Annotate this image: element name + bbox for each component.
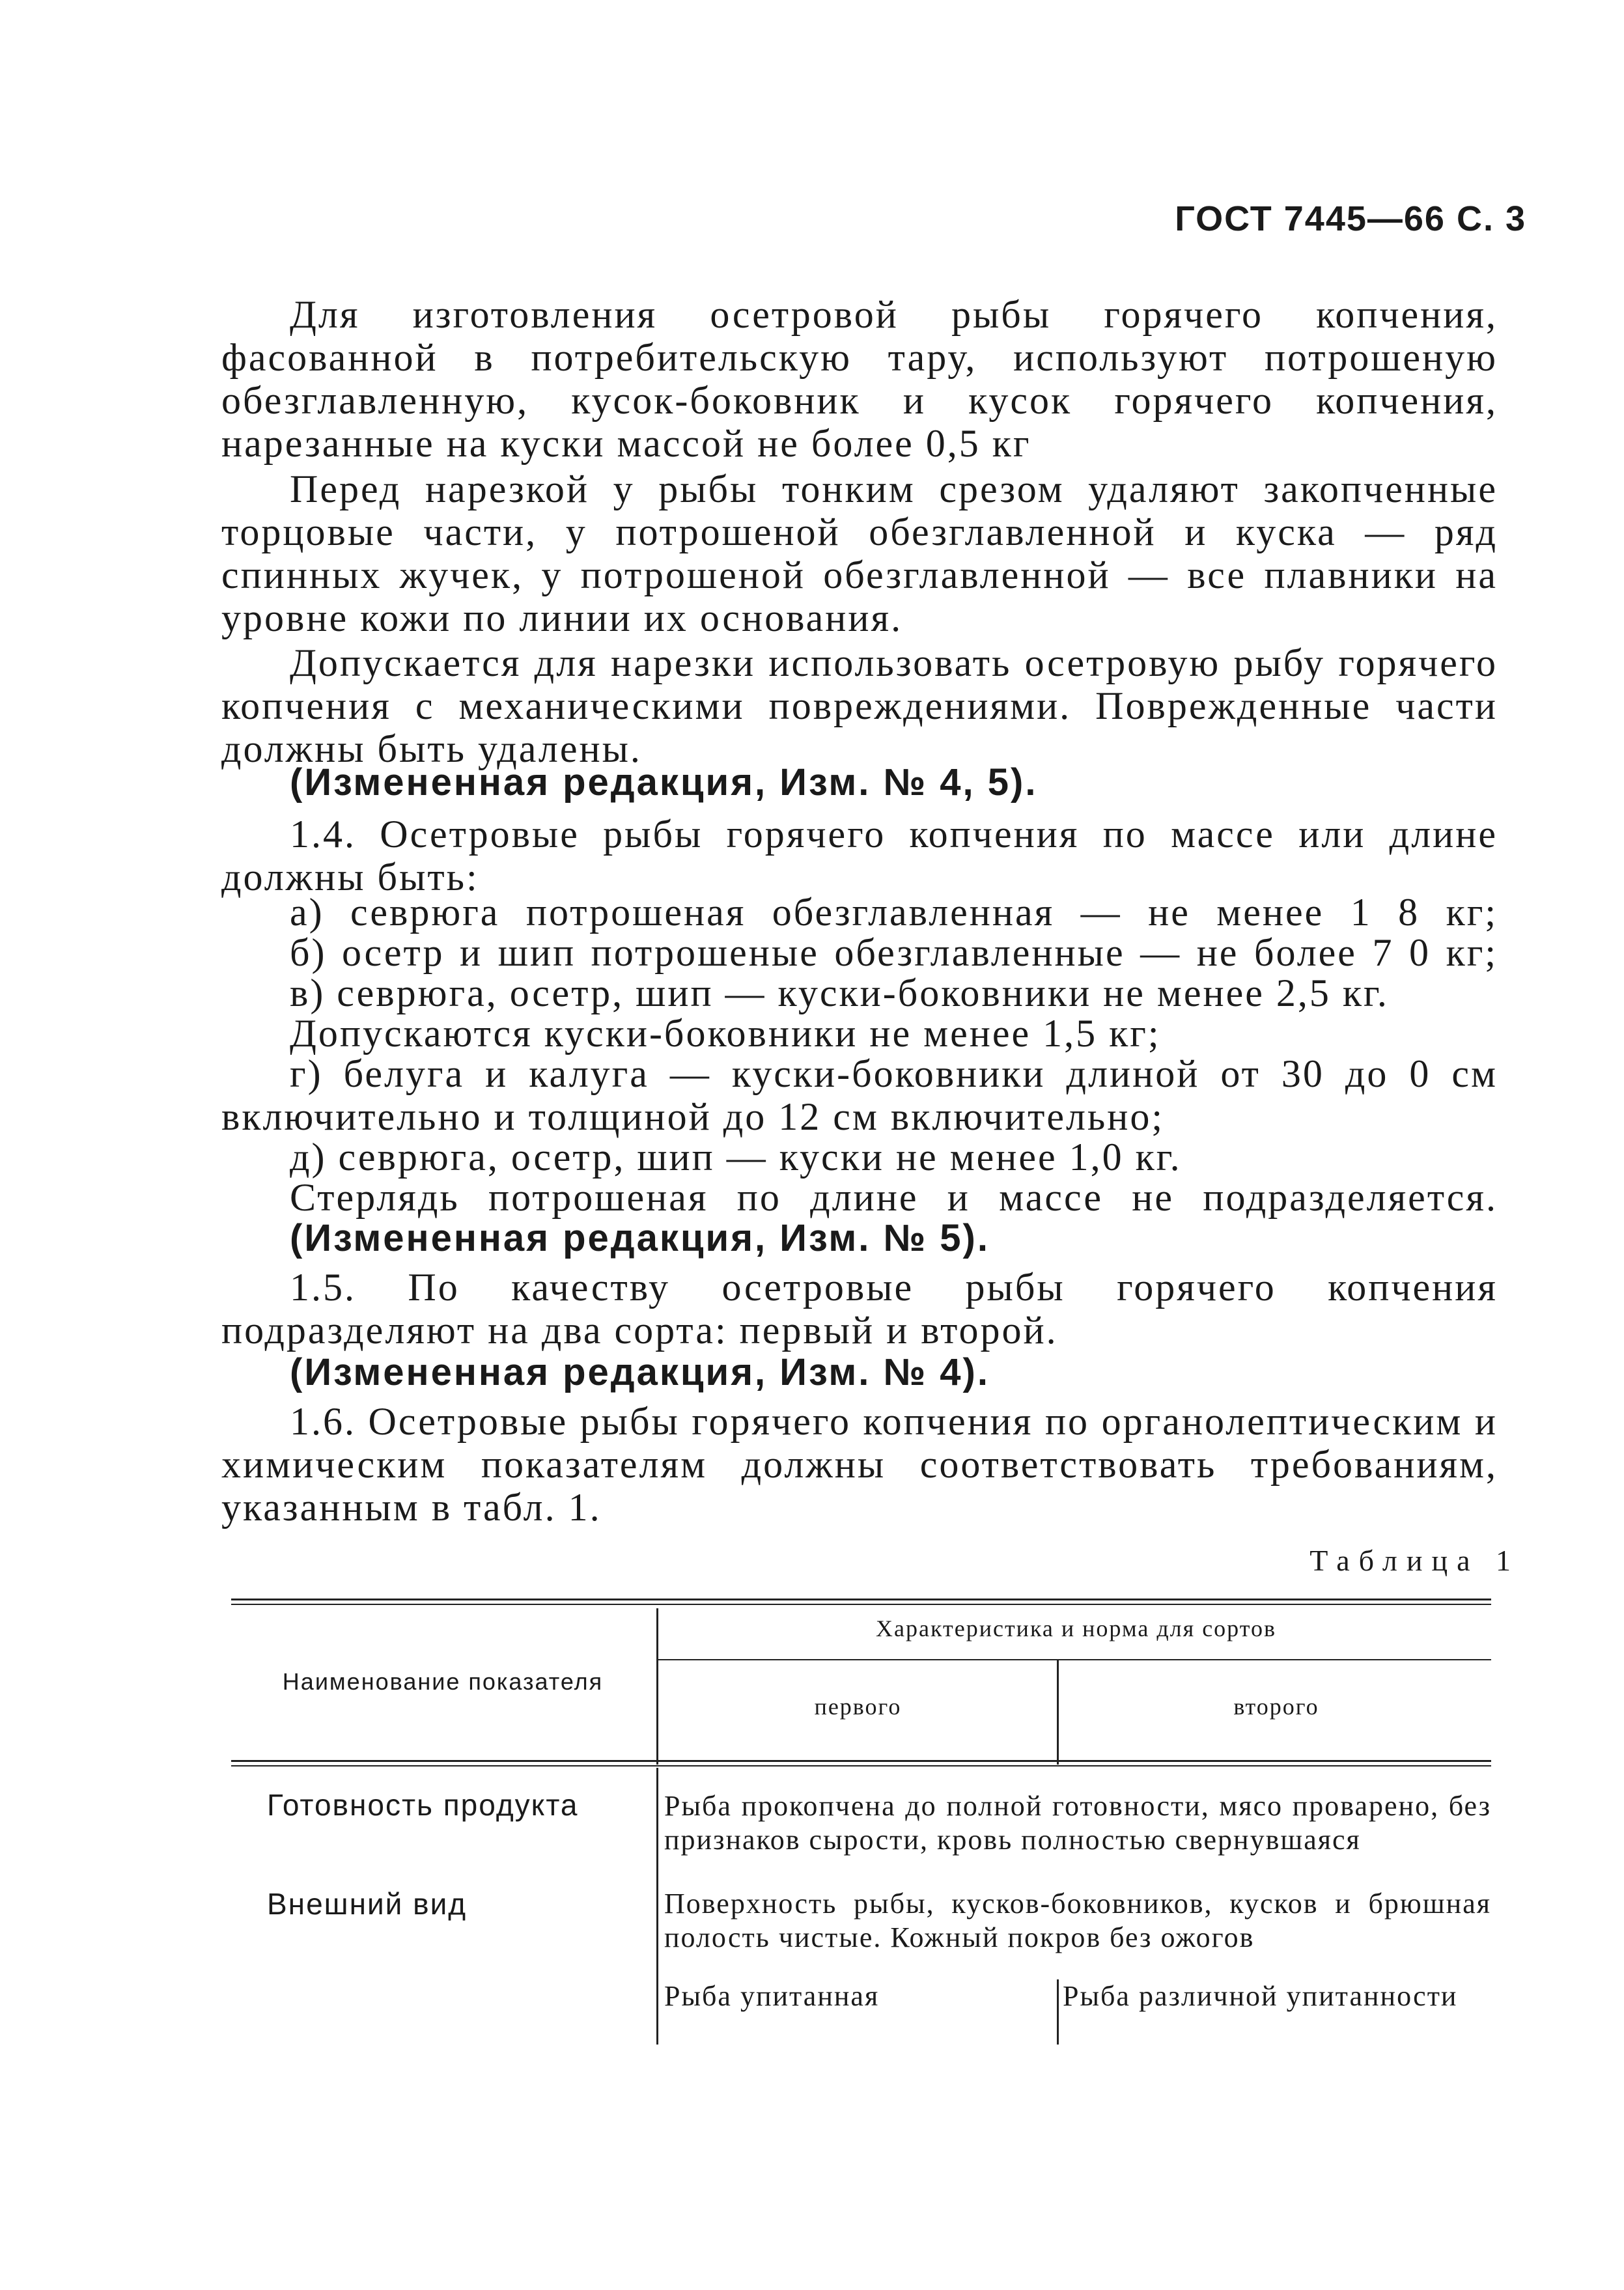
table-header-rule xyxy=(231,1760,1491,1762)
table-header-rule-2 xyxy=(231,1765,1491,1766)
row-readiness-value: Рыба прокопчена до полной готовности, мясо проварено, без признаков сырости, кровь полностью свернувшаяся xyxy=(664,1790,1491,1856)
paragraph-1-4: 1.4. Осетровые рыбы горячего копчения по массе или длине должны быть: xyxy=(221,813,1498,899)
list-item-a: а) севрюга потрошеная обезглавленная — не менее 1 8 кг; xyxy=(290,891,1498,934)
row-appearance-name: Внешний вид xyxy=(267,1887,468,1921)
sterlet-note: Стерлядь потрошеная по длине и массе не подразделяется. xyxy=(290,1176,1498,1219)
amendment-note-2: (Измененная редакция, Изм. № 5). xyxy=(290,1217,990,1259)
header-group: Характеристика и норма для сортов xyxy=(876,1615,1276,1641)
header-first-grade: первого xyxy=(814,1694,902,1720)
table-top-rule xyxy=(231,1599,1491,1600)
header-indicator-name: Наименование показателя xyxy=(282,1668,604,1695)
paragraph-1-5: 1.5. По качеству осетровые рыбы горячего копчения подразделяют на два сорта: первый и второй. xyxy=(221,1266,1498,1352)
list-item-v-cont: Допускаются куски-боковники не менее 1,5 кг; xyxy=(290,1012,1161,1055)
paragraph-2: Перед нарезкой у рыбы тонким срезом удаляют закопченные торцовые части, у потрошеной обезглавленной и куска — ряд спинных жучек, у потрошеной обезглавленной — все плавники на уровне кожи по линии их основания. xyxy=(221,468,1498,639)
amendment-note-3: (Измененная редакция, Изм. № 4). xyxy=(290,1351,990,1393)
row-appearance-second: Рыба различной упитанности xyxy=(1063,1980,1458,2012)
amendment-note-1: (Измененная редакция, Изм. № 4, 5). xyxy=(290,761,1038,803)
row-appearance-first: Рыба упитанная xyxy=(664,1980,880,2012)
paragraph-1-6: 1.6. Осетровые рыбы горячего копчения по органолептическим и химическим показателям должны соответствовать требованиям, указанным в табл. 1. xyxy=(221,1400,1498,1529)
list-item-v: в) севрюга, осетр, шип — куски-боковники не менее 2,5 кг. xyxy=(290,971,1389,1014)
row-appearance-value: Поверхность рыбы, кусков-боковников, кусков и брюшная полость чистые. Кожный покров без ожогов xyxy=(664,1888,1491,1953)
table-sort-divider xyxy=(1057,1660,1059,1765)
table-caption: Таблица 1 xyxy=(1309,1544,1520,1577)
paragraph-1: Для изготовления осетровой рыбы горячего копчения, фасованной в потребительскую тару, используют потрошеную обезглавленную, кусок-боковник и кусок горячего копчения, нарезанные на куски массой не более 0,5 кг xyxy=(221,293,1498,465)
page-header: ГОСТ 7445—66 С. 3 xyxy=(1175,199,1526,238)
paragraph-3: Допускается для нарезки использовать осетровую рыбу горячего копчения с механическими повреждениями. Поврежденные части должны быть удалены. xyxy=(221,641,1498,770)
table-top-rule-2 xyxy=(231,1604,1491,1605)
list-item-g: г) белуга и калуга — куски-боковники длиной от 30 до 0 см включительно и толщиной до 12 см включительно; xyxy=(221,1052,1498,1138)
table-header-divider xyxy=(656,1608,658,1765)
table-group-rule xyxy=(658,1659,1491,1660)
row-readiness-name: Готовность продукта xyxy=(267,1788,579,1822)
list-item-d: д) севрюга, осетр, шип — куски не менее 1,0 кг. xyxy=(290,1136,1182,1179)
header-second-grade: второго xyxy=(1233,1694,1319,1720)
table-body-divider xyxy=(656,1768,658,2045)
table-body-sort-divider xyxy=(1057,1979,1059,2045)
list-item-b: б) осетр и шип потрошеные обезглавленные — не более 7 0 кг; xyxy=(290,931,1498,974)
